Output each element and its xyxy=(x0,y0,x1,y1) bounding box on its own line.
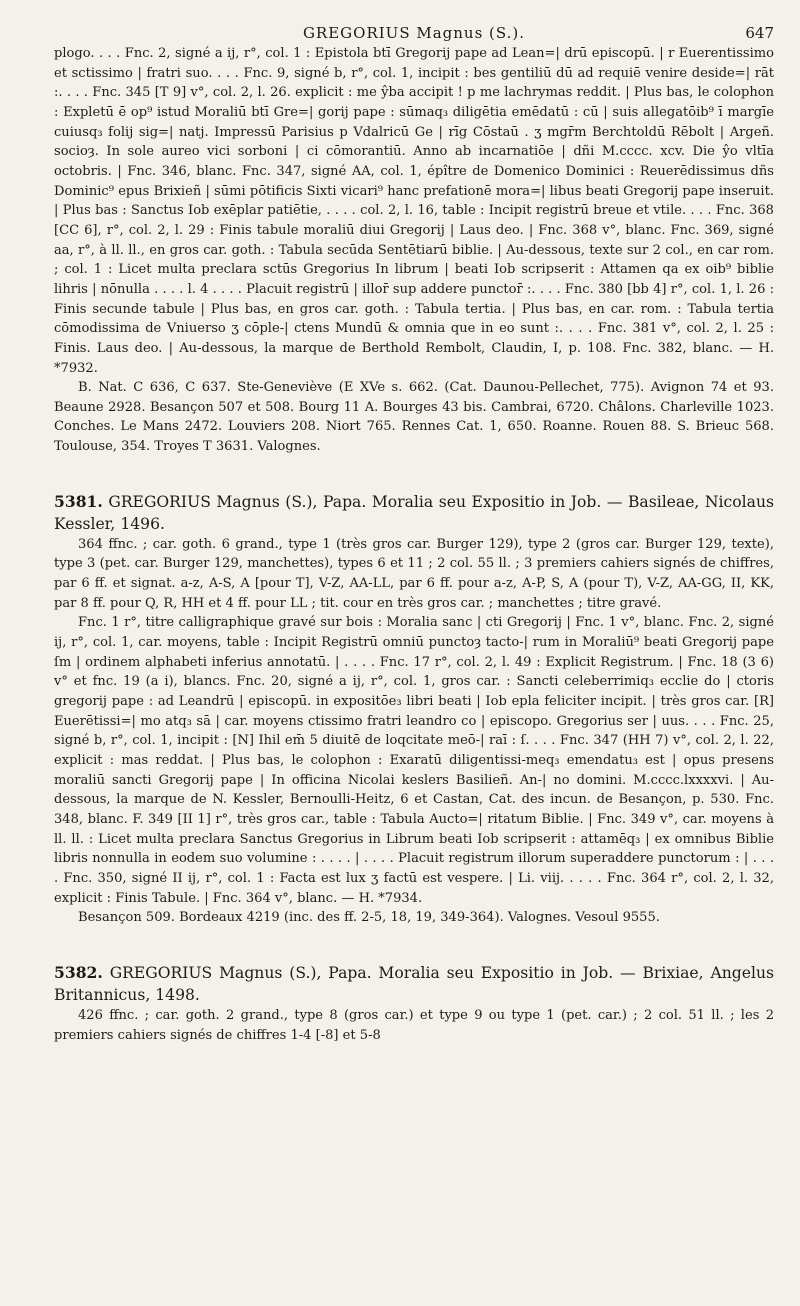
running-header xyxy=(54,14,774,44)
entry-number: 5381. xyxy=(54,491,103,511)
entry-description: 426 ffnc. ; car. goth. 2 grand., type 8 (gros car.) et type 9 ou type 1 (pet. car.) ; 2 col. 51 ll. ; les 2 premiers cahiers signés de chiffres 1-4 [-8] et 5-8 xyxy=(54,1007,774,1043)
catalogue-entry-5381 xyxy=(54,491,774,535)
entry-description: 364 ffnc. ; car. goth. 6 grand., type 1 (très gros car. Burger 129), type 2 (gros car. Burger 129, texte), type 3 (pet. car. Burger 129, manchettes), types 6 et 11 ; 2 col. 55 ll. ; 3 premiers cahiers signés de chiffres, par 6 ff. et signat. a-z, A-S, A [pour T], V-Z, AA-LL, par 6 ff. pour a-z, A-P, S, A (pour T), V-Z, AA-GG, II, KK, par 8 ff. pour Q, R, HH et 4 ff. pour LL ; tit. cour en très gros car. ; manchettes ; titre gravé. xyxy=(54,536,774,611)
entry-number: 5382. xyxy=(54,962,103,982)
entry-heading: GREGORIUS Magnus (S.), Papa. Moralia seu Expositio in Job. — Brixiae, Angelus Britannicus, 1498. xyxy=(54,963,774,1004)
running-title: GREGORIUS Magnus (S.). xyxy=(302,24,526,42)
entry-heading: GREGORIUS Magnus (S.), Papa. Moralia seu Expositio in Job. — Basileae, Nicolaus Kessler, 1496. xyxy=(54,492,774,533)
continued-entry xyxy=(54,44,774,457)
continued-collation: plogo. . . . Fnc. 2, signé a ij, r°, col. 1 : Epistola btī Gregorij pape ad Lean=| drū episcopū. | r Euerentissimo et sctissimo | fratri suo. . . . Fnc. 9, signé b, r°, col. 1, incipit : bes gentiliū dū ad requiē venire deside=| rāt :. . . . Fnc. 345 [T 9] v°, col. 2, l. 26. explicit : me ŷba accipit ! p me lachrymas reddit. | Plus bas, le colophon : Expletū ē op⁹ istud Moraliū btī Gre=| gorij pape : sūmaq₃ diligētia emēdatū : cū | suis allegatōib⁹ ī margīe cuiusq₃ folij sig=| natj. Impressū Parisius p Vdalricū Ge | rīg Cōstaū . ʒ mgr̄m Berchtoldū Rēbolt | Argeñ. socioȝ. In sole aureo vici sorboni | ci cōmorantiū. Anno ab incarnatiōe | dñi M.cccc. xcv. Die ŷo vltīa octobris. | Fnc. 346, blanc. Fnc. 347, signé AA, col. 1, épître de Domenico Dominici : Reuerēdissimus dñs Dominic⁹ epus Brixieñ | sūmi pōtificis Sixti vicari⁹ hanc prefationē mora=| libus beati Gregorij pape inseruit. | Plus bas : Sanctus Iob exēplar patiētie, . . . . col. 2, l. 16, table : Incipit registrū breue et vtile. . . . Fnc. 368 [CC 6], r°, col. 2, l. 29 : Finis tabule moraliū diui Gregorij | Laus deo. | Fnc. 368 v°, blanc. Fnc. 369, signé aa, r°, à ll. ll., en gros car. goth. : Tabula secūda Sentētiarū biblie. | Au-dessous, texte sur 2 col., en car rom. ; col. 1 : Licet multa preclara sctūs Gregorius In librum | beati Iob scripserit : Attamen qa ex oib⁹ biblie lihris | nōnulla . . . . l. 4 . . . . Placuit registrū | illor̄ sup addere punctor̄ :. . . . Fnc. 380 [bb 4] r°, col. 1, l. 26 : Finis secunde tabule | Plus bas, en gros car. goth. : Tabula tertia. | Plus bas, en car. rom. : Tabula tertia cōmodissima de Vniuerso ʒ cōple-| ctens Mundū & omnia que in eo sunt :. . . . Fnc. 381 v°, col. 2, l. 25 : Finis. Laus deo. | Au-dessous, la marque de Berthold Rembolt, Claudin, I, p. 108. Fnc. 382, blanc. — H. *7932. xyxy=(54,46,774,376)
entry-5381-body xyxy=(54,535,774,928)
entry-5382-body xyxy=(54,1006,774,1045)
continued-holdings: B. Nat. C 636, C 637. Ste-Geneviève (E XVe s. 662. (Cat. Daunou-Pellechet, 775). Avignon 74 et 93. Beaune 2928. Besançon 507 et 508. Bourg 11 A. Bourges 43 bis. Cambrai, 6720. Châlons. Charleville 1023. Conches. Le Mans 2472. Louviers 208. Niort 765. Rennes Cat. 1, 650. Roanne. Rouen 88. S. Brieuc 568. Toulouse, 354. Troyes T 3631. Valognes. xyxy=(54,380,774,455)
entry-holdings: Besançon 509. Bordeaux 4219 (inc. des ff. 2-5, 18, 19, 349-364). Valognes. Vesoul 9555. xyxy=(78,910,660,926)
entry-collation: Fnc. 1 r°, titre calligraphique gravé sur bois : Moralia sanc | cti Gregorij | Fnc. 1 v°, blanc. Fnc. 2, signé ij, r°, col. 1, car. moyens, table : Incipit Registrū omniū punctoȝ tacto-| rum in Moraliū⁹ beati Gregorij pape ſm | ordinem alphabeti inferius annotatū. | . . . . Fnc. 17 r°, col. 2, l. 49 : Explicit Registrum. | Fnc. 18 (3 6) v° et fnc. 19 (a i), blancs. Fnc. 20, signé a ij, r°, col. 1, gros car. : Sancti celeberrimiq₃ ecclie do | ctoris gregorij pape : ad Leandrū | episcopū. in expositōe₃ libri beati | Iob epla feliciter incipit. | très gros car. [R] Euerētissi=| mo atq₃ sā | car. moyens ctissimo fratri leandro co | episcopo. Gregorius ser | uus. . . . Fnc. 25, signé b, r°, col. 1, incipit : [N] Ihil em̄ 5 diuitē de loqcitate meō-| raī : ſ. . . . Fnc. 347 (HH 7) v°, col. 2, l. 22, explicit : mas reddat. | Plus bas, le colophon : Exaratū diligentissi-meq₃ emendatu₃ est | opus presens moraliū sancti Gregorij pape | In officina Nicolai keslers Basilieñ. An-| no domini. M.cccc.lxxxxvi. | Au-dessous, la marque de N. Kessler, Bernoulli-Heitz, 6 et Castan, Cat. des incun. de Besançon, p. 530. Fnc. 348, blanc. F. 349 [II 1] r°, très gros car., table : Tabula Aucto=| ritatum Biblie. | Fnc. 349 v°, car. moyens à ll. ll. : Licet multa preclara Sanctus Gregorius in Librum beati Iob scripserit : attamēq₃ | ex omnibus Biblie libris nonnulla in eodem suo volumine : . . . . | . . . . Placuit registrum illorum superaddere punctorum : | . . . . Fnc. 350, signé II ij, r°, col. 1 : Facta est lux ʒ factū est vespere. | Li. viij. . . . . Fnc. 364 r°, col. 2, l. 32, explicit : Finis Tabule. | Fnc. 364 v°, blanc. — H. *7934. xyxy=(54,615,774,906)
page-number: 647 xyxy=(745,24,774,42)
catalogue-entry-5382 xyxy=(54,962,774,1006)
